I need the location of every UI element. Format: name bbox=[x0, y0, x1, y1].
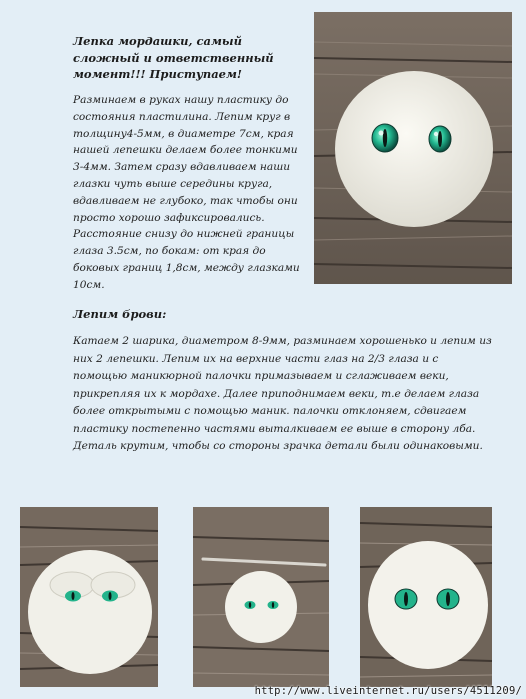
photo-eyebrows-image bbox=[20, 507, 158, 687]
section1-paragraph: Разминаем в руках нашу пластику до состояния пластилина. Лепим круг в толщину4-5мм, в диаметре 7см, края нашей лепешки делаем более тонкими 3-4мм. Затем сразу вдавливаем наши глазки чуть выше середины круга, вдавливаем не глубоко, так чтобы они просто хорошо зафиксировались. Расстояние снизу до нижней границы глаза 3.5см, по бокам: от края до боковых границ 1,8см, между глазками 10см. bbox=[73, 94, 300, 291]
photo-smoothed-lids-image bbox=[360, 507, 492, 687]
photo-smoothed-lids bbox=[360, 507, 492, 687]
photo-eyebrows bbox=[20, 507, 158, 687]
photo-face-disc bbox=[314, 12, 512, 284]
section2-heading: Лепим брови: bbox=[73, 307, 167, 321]
section1-heading: Лепка мордашки, самый сложный и ответственный момент!!! Приступаем! bbox=[73, 34, 274, 81]
photo-manicure-stick-image bbox=[193, 507, 329, 687]
photo-face-disc-image bbox=[314, 12, 512, 284]
section2-paragraph: Катаем 2 шарика, диаметром 8-9мм, разминаем хорошенько и лепим из них 2 лепешки. Лепим их на верхние части глаз на 2/3 глаза и с помощью маникюрной палочки примазываем и сглаживаем веки, прикрепляя их к мордахе. Далее приподнимаем веки, т.е делаем глаза более открытыми с помощью маник. палочки отклоняем, сдвигаем пластику постепенно частями выталкиваем ее выше в сторону лба. Деталь крутим, чтобы со стороны зрачка детали были одинаковыми. bbox=[73, 335, 492, 452]
watermark-url[interactable]: http://www.liveinternet.ru/users/4511209/ bbox=[254, 685, 522, 697]
photo-manicure-stick bbox=[193, 507, 329, 687]
